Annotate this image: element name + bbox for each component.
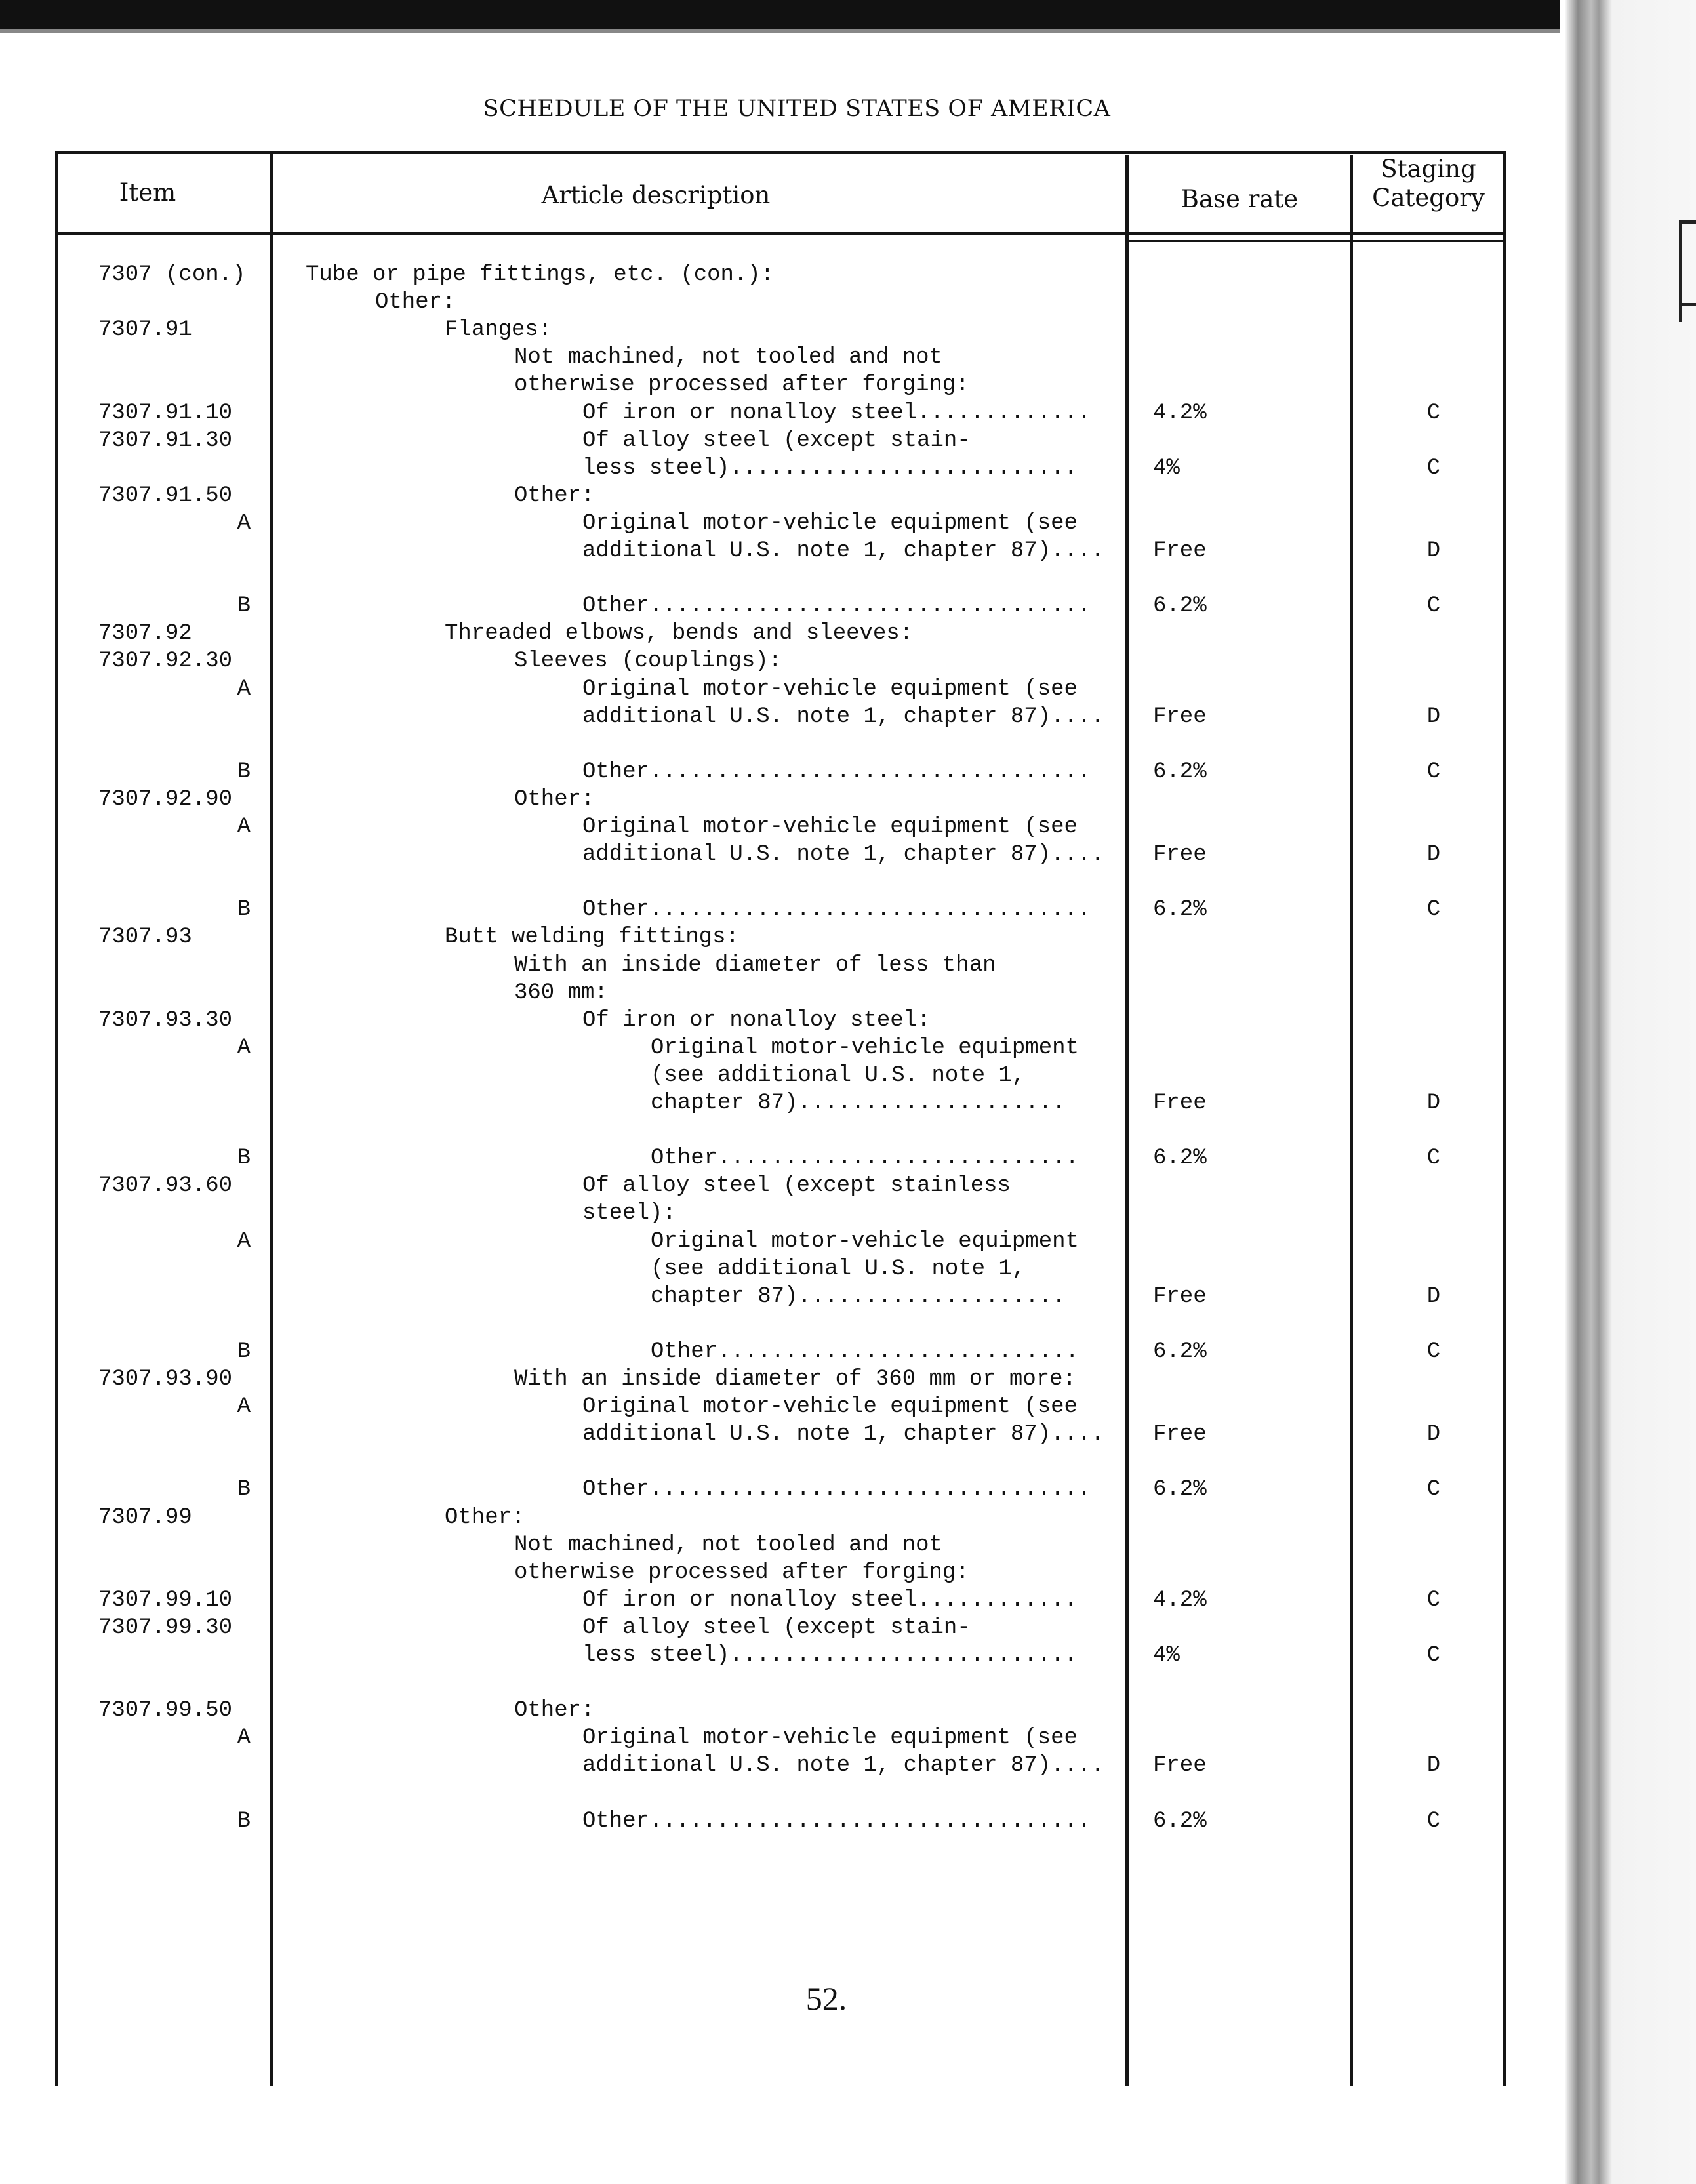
item-number: 7307.99.50 — [98, 1698, 233, 1723]
article-description: (see additional U.S. note 1, — [651, 1063, 1026, 1088]
article-description: otherwise processed after forging: — [514, 373, 969, 397]
item-number: B — [237, 1339, 251, 1364]
table-row — [0, 647, 1508, 675]
item-number: A — [237, 1036, 251, 1061]
article-description: additional U.S. note 1, chapter 87).... — [582, 1422, 1104, 1447]
table-row — [0, 841, 1508, 868]
item-number: A — [237, 1726, 251, 1750]
article-description: Butt welding fittings: — [445, 925, 739, 950]
page-number: 52. — [805, 1980, 847, 2017]
base-rate: Free — [1153, 1284, 1207, 1309]
article-description: additional U.S. note 1, chapter 87).... — [582, 538, 1104, 563]
article-description: Threaded elbows, bends and sleeves: — [445, 621, 914, 646]
table-row — [0, 592, 1508, 620]
item-number: 7307.92.90 — [98, 787, 233, 812]
table-row — [0, 1421, 1508, 1448]
item-number: A — [237, 1229, 251, 1254]
item-number: 7307.99.30 — [98, 1615, 233, 1640]
table-row — [0, 1559, 1508, 1587]
base-rate: Free — [1153, 538, 1207, 563]
item-number: 7307.99.10 — [98, 1588, 233, 1613]
article-description: Other: — [514, 787, 595, 812]
article-description: Of iron or nonalloy steel............. — [582, 401, 1091, 426]
article-description: Other: — [375, 290, 456, 315]
table-row — [0, 896, 1508, 923]
base-rate: Free — [1153, 1091, 1207, 1116]
article-description: less steel).......................... — [582, 1643, 1078, 1668]
staging-category: D — [1426, 1284, 1441, 1309]
article-description: additional U.S. note 1, chapter 87).... — [582, 704, 1104, 729]
base-rate: 4% — [1153, 456, 1180, 481]
table-row — [0, 1283, 1508, 1310]
table-row — [0, 676, 1508, 703]
table-row — [0, 1448, 1508, 1476]
table-row — [0, 923, 1508, 951]
article-description: Original motor-vehicle equipment (see — [582, 677, 1078, 702]
article-description: With an inside diameter of less than — [514, 953, 996, 978]
table-row — [0, 399, 1508, 427]
staging-category: D — [1426, 842, 1441, 867]
article-description: (see additional U.S. note 1, — [651, 1257, 1026, 1282]
staging-category: C — [1426, 1809, 1441, 1834]
table-row — [0, 1476, 1508, 1503]
article-description: With an inside diameter of 360 mm or more: — [514, 1367, 1076, 1392]
table-row — [0, 1255, 1508, 1283]
scan-top-edge — [0, 0, 1696, 29]
page-title: SCHEDULE OF THE UNITED STATES OF AMERICA — [483, 96, 1111, 122]
staging-category: C — [1426, 1477, 1441, 1502]
table-row — [0, 1034, 1508, 1062]
table-row — [0, 1310, 1508, 1338]
table-row — [0, 868, 1508, 896]
article-description: Original motor-vehicle equipment — [651, 1229, 1079, 1254]
article-description: Tube or pipe fittings, etc. (con.): — [306, 262, 775, 287]
table-row — [0, 455, 1508, 482]
table-row — [0, 371, 1508, 399]
article-description: 360 mm: — [514, 981, 608, 1005]
article-description: Of alloy steel (except stainless — [582, 1173, 1011, 1198]
item-number: A — [237, 1394, 251, 1419]
staging-category: C — [1426, 456, 1441, 481]
article-description: additional U.S. note 1, chapter 87).... — [582, 842, 1104, 867]
scan-top-edge-shadow — [0, 29, 1696, 33]
table-row — [0, 1504, 1508, 1531]
base-rate: 6.2% — [1153, 1146, 1207, 1171]
table-row — [0, 786, 1508, 813]
table-row — [0, 1587, 1508, 1614]
article-description: Original motor-vehicle equipment (see — [582, 1726, 1078, 1750]
article-description: Original motor-vehicle equipment (see — [582, 815, 1078, 839]
article-description: Original motor-vehicle equipment (see — [582, 1394, 1078, 1419]
article-description: Other........................... — [651, 1146, 1079, 1171]
article-description: Not machined, not tooled and not — [514, 1533, 942, 1558]
base-rate: 6.2% — [1153, 759, 1207, 784]
article-description: Other: — [445, 1505, 525, 1530]
item-number: 7307.93.60 — [98, 1173, 233, 1198]
header-staging-line1: Staging — [1381, 155, 1476, 183]
item-number: 7307.91.50 — [98, 483, 233, 508]
article-description: Other................................. — [582, 594, 1091, 618]
table-row — [0, 1531, 1508, 1559]
table-row — [0, 344, 1508, 371]
article-description: Original motor-vehicle equipment — [651, 1036, 1079, 1061]
table-row — [0, 1724, 1508, 1752]
table-row — [0, 979, 1508, 1007]
base-rate: 4.2% — [1153, 1588, 1207, 1613]
table-row — [0, 1669, 1508, 1697]
table-row — [0, 1228, 1508, 1255]
table-row — [0, 1200, 1508, 1227]
item-number: 7307.92.30 — [98, 649, 233, 674]
table-row — [0, 703, 1508, 731]
header-article-description: Article description — [541, 181, 771, 209]
article-description: Flanges: — [445, 317, 552, 342]
table-row — [0, 1144, 1508, 1172]
scan-page-fold — [1560, 0, 1696, 2184]
table-row — [0, 1089, 1508, 1117]
item-number: B — [237, 1477, 251, 1502]
table-row — [0, 1780, 1508, 1808]
article-description: Other........................... — [651, 1339, 1079, 1364]
table-row — [0, 565, 1508, 592]
staging-category: D — [1426, 704, 1441, 729]
article-description: additional U.S. note 1, chapter 87).... — [582, 1753, 1104, 1778]
table-row — [0, 1808, 1508, 1835]
table-row — [0, 1393, 1508, 1421]
base-rate: 6.2% — [1153, 1809, 1207, 1834]
table-row — [0, 1752, 1508, 1779]
table-row — [0, 1642, 1508, 1669]
item-number: B — [237, 594, 251, 618]
item-number: 7307.99 — [98, 1505, 192, 1530]
table-row — [0, 1117, 1508, 1144]
item-number: A — [237, 511, 251, 536]
item-number: 7307.91.30 — [98, 428, 233, 453]
base-rate: 4% — [1153, 1643, 1180, 1668]
article-description: Other................................. — [582, 897, 1091, 922]
staging-category: C — [1426, 759, 1441, 784]
table-row — [0, 1172, 1508, 1200]
article-description: chapter 87).................... — [651, 1091, 1066, 1116]
staging-category: C — [1426, 1643, 1441, 1668]
base-rate: 4.2% — [1153, 401, 1207, 426]
table-row — [0, 289, 1508, 316]
staging-category: C — [1426, 897, 1441, 922]
adjacent-page-bracket — [1679, 220, 1696, 322]
staging-category: D — [1426, 1422, 1441, 1447]
table-row — [0, 316, 1508, 344]
article-description: chapter 87).................... — [651, 1284, 1066, 1309]
article-description: otherwise processed after forging: — [514, 1560, 969, 1585]
table-row — [0, 537, 1508, 565]
base-rate: 6.2% — [1153, 1339, 1207, 1364]
staging-category: C — [1426, 1146, 1441, 1171]
table-row — [0, 758, 1508, 786]
item-number: 7307.91 — [98, 317, 192, 342]
item-number: B — [237, 759, 251, 784]
staging-category: C — [1426, 1339, 1441, 1364]
adjacent-page-bracket-foot — [1679, 303, 1696, 306]
table-row — [0, 1007, 1508, 1034]
article-description: Of iron or nonalloy steel: — [582, 1008, 931, 1033]
article-description: steel): — [582, 1201, 676, 1226]
article-description: Other................................. — [582, 759, 1091, 784]
table-row — [0, 427, 1508, 455]
article-description: Other: — [514, 1698, 595, 1723]
table-row — [0, 482, 1508, 510]
staging-category: C — [1426, 401, 1441, 426]
item-number: B — [237, 1146, 251, 1171]
article-description: Original motor-vehicle equipment (see — [582, 511, 1078, 536]
staging-category: D — [1426, 538, 1441, 563]
table-row — [0, 952, 1508, 979]
item-number: 7307.91.10 — [98, 401, 233, 426]
base-rate: Free — [1153, 1753, 1207, 1778]
table-row — [0, 813, 1508, 841]
header-staging-category — [1354, 155, 1503, 212]
item-number: A — [237, 815, 251, 839]
article-description: Other: — [514, 483, 595, 508]
item-number: 7307.93.90 — [98, 1367, 233, 1392]
header-item: Item — [119, 178, 176, 207]
article-description: Of alloy steel (except stain- — [582, 428, 971, 453]
item-number: B — [237, 1809, 251, 1834]
item-number: A — [237, 677, 251, 702]
item-number: 7307.92 — [98, 621, 192, 646]
table-row — [0, 1365, 1508, 1393]
article-description: Not machined, not tooled and not — [514, 345, 942, 370]
base-rate: 6.2% — [1153, 594, 1207, 618]
item-number: 7307 (con.) — [98, 262, 246, 287]
article-description: less steel).......................... — [582, 456, 1078, 481]
item-number: 7307.93 — [98, 925, 192, 950]
staging-category: C — [1426, 594, 1441, 618]
table-row — [0, 1614, 1508, 1642]
article-description: Of iron or nonalloy steel............ — [582, 1588, 1078, 1613]
table-row — [0, 1338, 1508, 1365]
article-description: Other................................. — [582, 1809, 1091, 1834]
item-number: 7307.93.30 — [98, 1008, 233, 1033]
header-base-rate: Base rate — [1181, 185, 1299, 213]
table-row — [0, 620, 1508, 647]
article-description: Of alloy steel (except stain- — [582, 1615, 971, 1640]
base-rate: 6.2% — [1153, 1477, 1207, 1502]
item-number: B — [237, 897, 251, 922]
article-description: Other................................. — [582, 1477, 1091, 1502]
header-bottom-rule-lower — [1127, 240, 1506, 242]
article-description: Sleeves (couplings): — [514, 649, 782, 674]
header-staging-line2: Category — [1372, 184, 1485, 212]
staging-category: D — [1426, 1753, 1441, 1778]
staging-category: D — [1426, 1091, 1441, 1116]
table-row — [0, 261, 1508, 289]
base-rate: Free — [1153, 704, 1207, 729]
table-row — [0, 510, 1508, 537]
table-row — [0, 1697, 1508, 1724]
table-row — [0, 1062, 1508, 1089]
base-rate: 6.2% — [1153, 897, 1207, 922]
base-rate: Free — [1153, 1422, 1207, 1447]
table-row — [0, 731, 1508, 758]
base-rate: Free — [1153, 842, 1207, 867]
staging-category: C — [1426, 1588, 1441, 1613]
